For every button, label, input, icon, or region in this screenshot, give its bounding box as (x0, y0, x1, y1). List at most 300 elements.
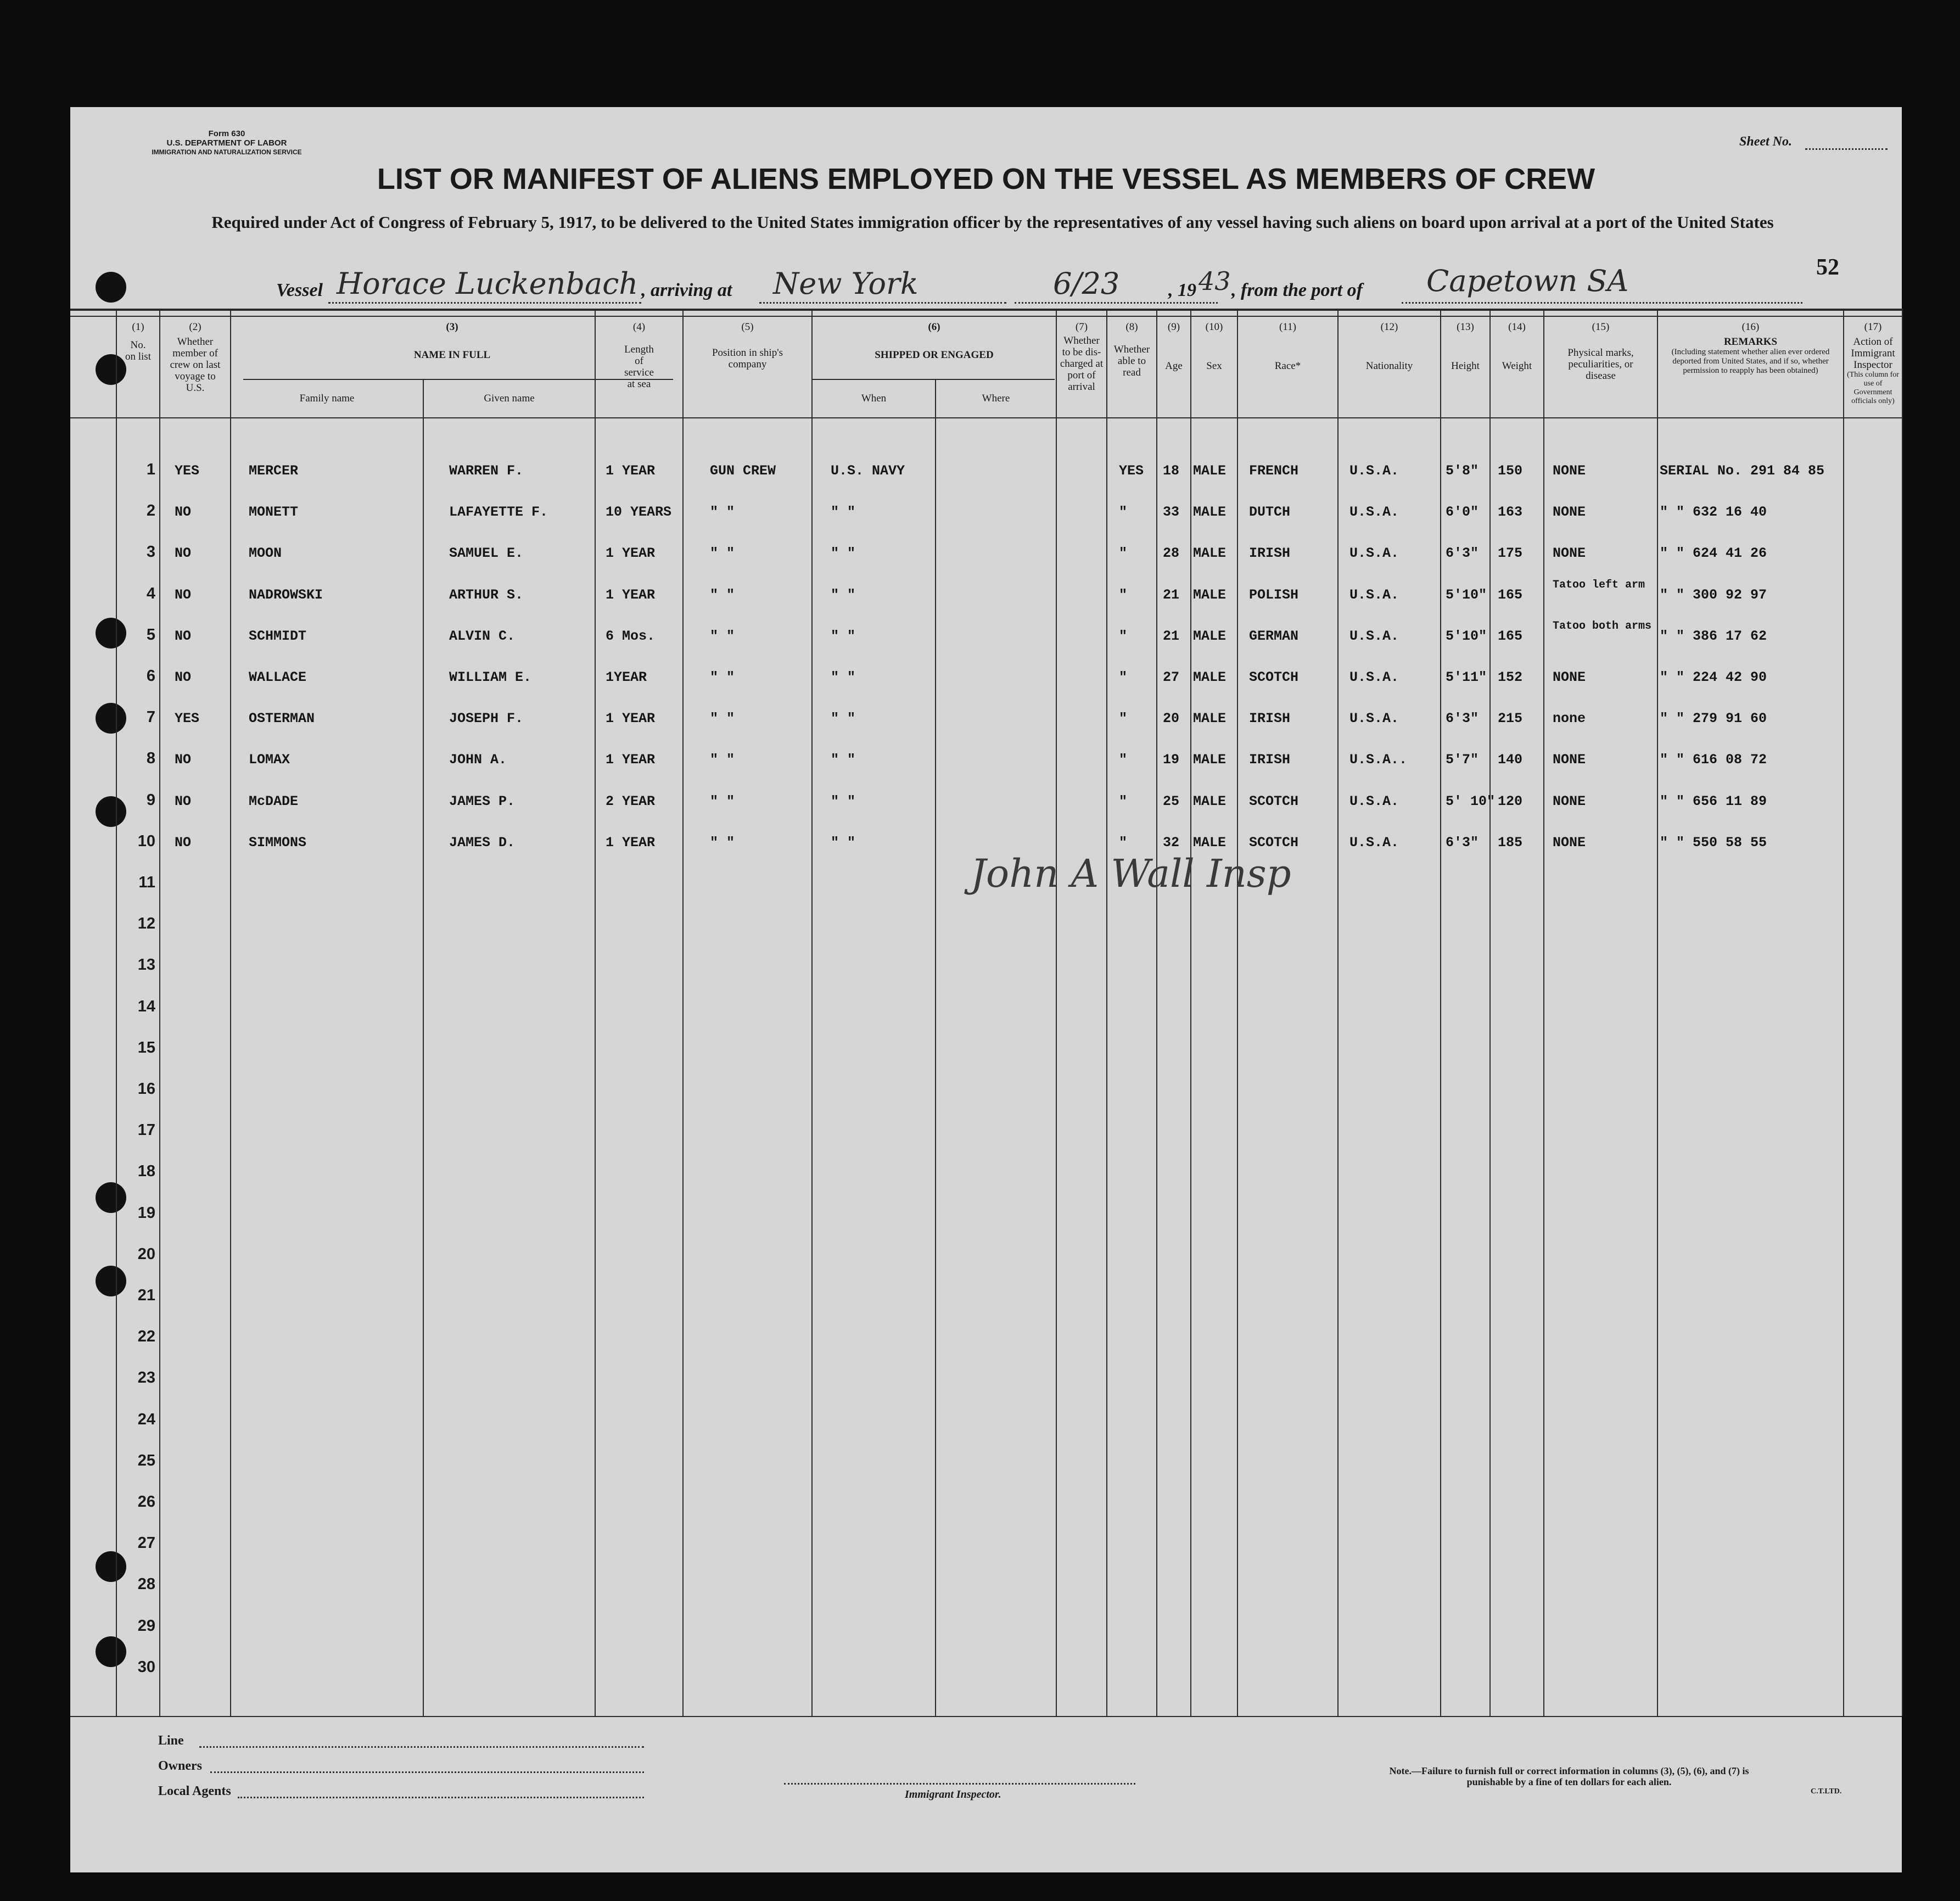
remarks-cell: " " 550 58 55 (1660, 835, 1767, 851)
col-label: No. on list (125, 339, 151, 362)
sex-cell: MALE (1193, 793, 1227, 809)
physical-marks-cell: NONE (1553, 752, 1586, 768)
col-rule (682, 309, 684, 1716)
shipped-where-cell: " " (831, 628, 856, 644)
page-number: 52 (1816, 255, 1839, 280)
given-name-cell: ALVIN C. (449, 628, 516, 644)
last-voyage-cell: NO (175, 628, 192, 644)
row-number: 10 (137, 832, 155, 850)
col-header-3a: Family name (299, 393, 355, 404)
service-length-cell: 1 YEAR (606, 835, 656, 851)
nationality-cell: U.S.A. (1349, 545, 1399, 561)
position-cell: GUN CREW (710, 463, 776, 479)
col-header-6a: When (861, 393, 887, 404)
height-cell: 5'10" (1446, 587, 1487, 603)
col-number: (9) (1167, 321, 1180, 333)
col-label: Whether able to read (1113, 344, 1150, 378)
col-label: SHIPPED OR ENGAGED (875, 349, 994, 361)
shipped-where-cell: " " (831, 504, 856, 520)
punch-hole (96, 1636, 126, 1667)
race-cell: GERMAN (1249, 628, 1299, 644)
given-name-cell: SAMUEL E. (449, 545, 524, 561)
arrival-date: 6/23 (1053, 266, 1120, 301)
given-name-cell: WILLIAM E. (449, 669, 532, 685)
last-voyage-cell: NO (175, 752, 192, 768)
table-top-border-inner (70, 316, 1902, 317)
able-to-read-cell: " (1119, 545, 1128, 561)
year-prefix: , 19 (1168, 280, 1196, 300)
page-subtitle: Required under Act of Congress of February 5, 1917, to be delivered to the United States immigration officer by the representatives of any vessel having such aliens on board upon arrival at a port of the United States (211, 213, 1774, 232)
last-voyage-cell: NO (175, 793, 192, 809)
punch-hole (96, 618, 126, 648)
shipped-where-cell: " " (831, 711, 856, 726)
height-cell: 5'7" (1446, 752, 1479, 768)
table-top-border (70, 309, 1902, 311)
physical-marks-cell: Tatoo left arm (1553, 579, 1645, 591)
col-label: Height (1451, 360, 1480, 372)
col-rule (1237, 309, 1238, 1716)
row-number: 23 (137, 1369, 155, 1386)
position-cell: " " (710, 545, 735, 561)
col-number: (2) (189, 321, 201, 333)
inspector-field (784, 1783, 1135, 1785)
col-number: (10) (1205, 321, 1223, 333)
service-length-cell: 1YEAR (606, 669, 647, 685)
age-cell: 25 (1163, 793, 1180, 809)
family-name-cell: SIMMONS (249, 835, 307, 851)
sex-cell: MALE (1193, 835, 1227, 851)
punch-hole (96, 1551, 126, 1582)
height-cell: 6'0" (1446, 504, 1479, 520)
weight-cell: 215 (1498, 711, 1523, 726)
row-number: 19 (137, 1204, 155, 1222)
service-length-cell: 1 YEAR (606, 752, 656, 768)
position-cell: " " (710, 587, 735, 603)
shipped-where-cell: " " (831, 793, 856, 809)
position-cell: " " (710, 711, 735, 726)
family-name-cell: OSTERMAN (249, 711, 315, 726)
row-number: 3 (146, 543, 155, 561)
col-number: (13) (1457, 321, 1474, 333)
shipped-where-cell: " " (831, 669, 856, 685)
col-rule (1489, 309, 1491, 1716)
vessel-name-line (328, 302, 641, 304)
service-length-cell: 6 Mos. (606, 628, 656, 644)
arrival-year: 43 (1199, 266, 1231, 296)
row-number: 18 (137, 1162, 155, 1180)
position-cell: " " (710, 504, 735, 520)
race-cell: DUTCH (1249, 504, 1291, 520)
nationality-cell: U.S.A. (1349, 835, 1399, 851)
race-cell: IRISH (1249, 545, 1291, 561)
given-name-cell: JAMES D. (449, 835, 516, 851)
physical-marks-cell: Tatoo both arms (1553, 620, 1652, 633)
row-number: 12 (137, 915, 155, 932)
col-label: Position in ship's company (712, 347, 783, 370)
col-number: (3) (446, 321, 458, 333)
header-bottom-border (70, 417, 1902, 418)
arrival-date-line (1015, 302, 1218, 304)
col-rule (1056, 309, 1057, 1716)
sex-cell: MALE (1193, 628, 1227, 644)
position-cell: " " (710, 628, 735, 644)
age-cell: 20 (1163, 711, 1180, 726)
physical-marks-cell: NONE (1553, 463, 1586, 479)
from-port: Capetown SA (1426, 264, 1629, 298)
punch-hole (96, 272, 126, 303)
col-label: Nationality (1365, 360, 1413, 372)
form-number: Form 630 (208, 129, 245, 138)
weight-cell: 150 (1498, 463, 1523, 479)
shipped-header-divider (811, 379, 1055, 380)
manifest-sheet (70, 107, 1902, 1872)
col-number: (11) (1279, 321, 1296, 333)
row-number: 30 (137, 1658, 155, 1676)
col-rule (1156, 309, 1157, 1716)
position-cell: " " (710, 669, 735, 685)
form-identifier (136, 129, 317, 157)
given-name-cell: JOSEPH F. (449, 711, 524, 726)
col-header-6b: Where (982, 393, 1010, 404)
able-to-read-cell: " (1119, 752, 1128, 768)
col-label: REMARKS (1723, 336, 1778, 348)
department-name: U.S. DEPARTMENT OF LABOR (166, 138, 287, 148)
row-number: 6 (146, 667, 155, 685)
weight-cell: 185 (1498, 835, 1523, 851)
col-label: Age (1165, 360, 1183, 372)
row-number: 4 (146, 585, 155, 602)
nationality-cell: U.S.A. (1349, 711, 1399, 726)
local-agents-label: Local Agents (158, 1784, 231, 1798)
col-label: NAME IN FULL (413, 349, 491, 361)
arriving-port-line (759, 302, 1006, 304)
col-number: (14) (1508, 321, 1526, 333)
col-number: (4) (632, 321, 646, 333)
col-rule (423, 380, 424, 1716)
col-label: Length of service at sea (624, 344, 654, 390)
able-to-read-cell: " (1119, 835, 1128, 851)
col-header-2 (160, 321, 230, 394)
line-label: Line (158, 1734, 184, 1748)
able-to-read-cell: " (1119, 793, 1128, 809)
given-name-cell: JAMES P. (449, 793, 516, 809)
given-name-cell: ARTHUR S. (449, 587, 524, 603)
service-name: IMMIGRATION AND NATURALIZATION SERVICE (152, 148, 302, 156)
sex-cell: MALE (1193, 504, 1227, 520)
remarks-cell: " " 624 41 26 (1660, 545, 1767, 561)
row-number: 16 (137, 1080, 155, 1098)
height-cell: 6'3" (1446, 835, 1479, 851)
race-cell: IRISH (1249, 711, 1291, 726)
able-to-read-cell: " (1119, 628, 1128, 644)
col-header-10 (1191, 321, 1237, 372)
sex-cell: MALE (1193, 669, 1227, 685)
row-number: 29 (137, 1617, 155, 1635)
row-number: 20 (137, 1245, 155, 1263)
col-rule (811, 309, 813, 1716)
penalty-note: Note.—Failure to furnish full or correct information in columns (3), (5), (6), and (7) is punishable by a fine of ten dollars for each alien. (1389, 1765, 1749, 1787)
family-name-cell: SCHMIDT (249, 628, 307, 644)
position-cell: " " (710, 835, 735, 851)
race-cell: SCOTCH (1249, 835, 1299, 851)
family-name-cell: McDADE (249, 793, 299, 809)
punch-hole (96, 1266, 126, 1296)
row-number: 2 (146, 502, 155, 519)
owners-label: Owners (158, 1759, 202, 1773)
col-header-17 (1844, 321, 1902, 406)
col-header-12 (1339, 321, 1440, 372)
weight-cell: 165 (1498, 628, 1523, 644)
punch-hole (96, 703, 126, 734)
sex-cell: MALE (1193, 711, 1227, 726)
shipped-where-cell: " " (831, 545, 856, 561)
line-field (199, 1746, 644, 1748)
weight-cell: 175 (1498, 545, 1523, 561)
row-number: 14 (137, 998, 155, 1015)
printer-mark: C.T.LTD. (1811, 1787, 1842, 1796)
remarks-cell: SERIAL No. 291 84 85 (1660, 463, 1825, 479)
nationality-cell: U.S.A.. (1349, 752, 1408, 768)
family-name-cell: MOON (249, 545, 282, 561)
family-name-cell: NADROWSKI (249, 587, 323, 603)
col-header-11 (1238, 321, 1337, 372)
local-agents-field (238, 1797, 644, 1798)
col-number: (15) (1592, 321, 1610, 333)
physical-marks-cell: none (1553, 711, 1586, 726)
given-name-cell: JOHN A. (449, 752, 507, 768)
last-voyage-cell: YES (175, 711, 200, 726)
nationality-cell: U.S.A. (1349, 463, 1399, 479)
shipped-where-cell: " " (831, 835, 856, 851)
col-header-4 (596, 321, 682, 390)
service-length-cell: 10 YEARS (606, 504, 672, 520)
physical-marks-cell: NONE (1553, 793, 1586, 809)
row-number: 24 (137, 1411, 155, 1428)
last-voyage-cell: NO (175, 504, 192, 520)
shipped-where-cell: " " (831, 587, 856, 603)
nationality-cell: U.S.A. (1349, 793, 1399, 809)
age-cell: 32 (1163, 835, 1180, 851)
height-cell: 6'3" (1446, 711, 1479, 726)
sex-cell: MALE (1193, 545, 1227, 561)
col-rule (1440, 309, 1441, 1716)
height-cell: 5'11" (1446, 669, 1487, 685)
position-cell: " " (710, 752, 735, 768)
col-label: Whether to be dis-charged at port of arrival (1060, 335, 1104, 393)
col-header-7 (1057, 321, 1106, 393)
race-cell: FRENCH (1249, 463, 1299, 479)
weight-cell: 165 (1498, 587, 1523, 603)
race-cell: SCOTCH (1249, 669, 1299, 685)
col-rule (1190, 309, 1191, 1716)
family-name-cell: MERCER (249, 463, 299, 479)
age-cell: 21 (1163, 587, 1180, 603)
nationality-cell: U.S.A. (1349, 628, 1399, 644)
col-header-15 (1544, 321, 1657, 382)
vessel-name: Horace Luckenbach (337, 266, 639, 301)
race-cell: POLISH (1249, 587, 1299, 603)
height-cell: 5' 10" (1446, 793, 1496, 809)
position-cell: " " (710, 793, 735, 809)
physical-marks-cell: NONE (1553, 669, 1586, 685)
service-length-cell: 1 YEAR (606, 711, 656, 726)
from-port-line (1402, 302, 1802, 304)
table-bottom-border (70, 1716, 1902, 1717)
col-number: (6) (928, 321, 940, 333)
sex-cell: MALE (1193, 463, 1227, 479)
race-cell: IRISH (1249, 752, 1291, 768)
nationality-cell: U.S.A. (1349, 587, 1399, 603)
able-to-read-cell: " (1119, 504, 1128, 520)
sex-cell: MALE (1193, 752, 1227, 768)
col-rule (935, 380, 936, 1716)
shipped-where-cell: U.S. NAVY (831, 463, 905, 479)
col-header-9 (1157, 321, 1190, 372)
able-to-read-cell: " (1119, 587, 1128, 603)
row-number: 9 (146, 791, 155, 809)
physical-marks-cell: NONE (1553, 545, 1586, 561)
family-name-cell: LOMAX (249, 752, 290, 768)
shipped-where-cell: " " (831, 752, 856, 768)
col-rule (1543, 309, 1544, 1716)
race-cell: SCOTCH (1249, 793, 1299, 809)
col-rule (1337, 309, 1339, 1716)
row-number: 25 (137, 1452, 155, 1469)
col-number: (17) (1864, 321, 1882, 333)
arriving-port: New York (773, 266, 919, 301)
age-cell: 33 (1163, 504, 1180, 520)
sheet-number-label: Sheet No. (1739, 135, 1792, 149)
from-port-label: , from the port of (1231, 280, 1363, 300)
nationality-cell: U.S.A. (1349, 504, 1399, 520)
row-number: 26 (137, 1493, 155, 1511)
age-cell: 28 (1163, 545, 1180, 561)
last-voyage-cell: NO (175, 587, 192, 603)
col-note: (This column for use of Government officials only) (1847, 371, 1899, 405)
last-voyage-cell: NO (175, 669, 192, 685)
row-number: 21 (137, 1287, 155, 1304)
row-number: 13 (137, 956, 155, 974)
remarks-cell: " " 300 92 97 (1660, 587, 1767, 603)
age-cell: 18 (1163, 463, 1180, 479)
height-cell: 5'8" (1446, 463, 1479, 479)
sheet-number-line (1805, 148, 1888, 150)
punch-hole (96, 796, 126, 827)
row-number: 22 (137, 1328, 155, 1345)
col-rule (1843, 309, 1844, 1716)
col-number: (16) (1741, 321, 1760, 333)
col-rule (116, 309, 117, 1716)
remarks-cell: " " 224 42 90 (1660, 669, 1767, 685)
sex-cell: MALE (1193, 587, 1227, 603)
service-length-cell: 1 YEAR (606, 545, 656, 561)
row-number: 27 (137, 1534, 155, 1552)
row-number: 5 (146, 626, 155, 644)
col-number: (7) (1075, 321, 1088, 333)
family-name-cell: WALLACE (249, 669, 307, 685)
physical-marks-cell: NONE (1553, 504, 1586, 520)
age-cell: 27 (1163, 669, 1180, 685)
service-length-cell: 2 YEAR (606, 793, 656, 809)
page-title: LIST OR MANIFEST OF ALIENS EMPLOYED ON THE VESSEL AS MEMBERS OF CREW (377, 163, 1595, 195)
last-voyage-cell: NO (175, 835, 192, 851)
inspector-label: Immigrant Inspector. (905, 1788, 1001, 1801)
family-name-cell: MONETT (249, 504, 299, 520)
given-name-cell: LAFAYETTE F. (449, 504, 548, 520)
remarks-cell: " " 632 16 40 (1660, 504, 1767, 520)
owners-field (210, 1771, 644, 1773)
arriving-label: , arriving at (641, 280, 732, 300)
remarks-cell: " " 616 08 72 (1660, 752, 1767, 768)
service-length-cell: 1 YEAR (606, 463, 656, 479)
col-header-13 (1441, 321, 1489, 372)
row-number: 17 (137, 1121, 155, 1139)
col-header-6 (813, 321, 1056, 361)
able-to-read-cell: " (1119, 711, 1128, 726)
able-to-read-cell: " (1119, 669, 1128, 685)
punch-hole (96, 1182, 126, 1213)
col-number: (5) (741, 321, 754, 333)
physical-marks-cell: NONE (1553, 835, 1586, 851)
col-header-16 (1658, 321, 1843, 376)
col-header-5 (684, 321, 811, 370)
col-label: Action of Immigrant Inspector (1851, 336, 1895, 371)
col-number: (12) (1380, 321, 1398, 333)
col-label: Weight (1502, 360, 1532, 372)
col-header-14 (1491, 321, 1543, 372)
col-header-1 (117, 321, 159, 362)
col-rule (230, 309, 231, 1716)
weight-cell: 152 (1498, 669, 1523, 685)
col-label: Whether member of crew on last voyage to U.S. (170, 336, 221, 394)
last-voyage-cell: YES (175, 463, 200, 479)
inspector-signature: John A Wall Insp (971, 851, 1291, 896)
col-label: Race* (1274, 360, 1301, 372)
col-note: (Including statement whether alien ever ordered deported from United States, and if so, whether permission to reapply has been obtained) (1671, 348, 1830, 375)
col-rule (1106, 309, 1107, 1716)
col-rule (595, 309, 596, 1716)
height-cell: 5'10" (1446, 628, 1487, 644)
col-header-3b: Given name (484, 393, 535, 404)
able-to-read-cell: YES (1119, 463, 1144, 479)
row-number: 8 (146, 750, 155, 767)
col-label: Sex (1206, 360, 1222, 372)
height-cell: 6'3" (1446, 545, 1479, 561)
remarks-cell: " " 656 11 89 (1660, 793, 1767, 809)
weight-cell: 120 (1498, 793, 1523, 809)
col-rule (1902, 309, 1903, 1716)
nationality-cell: U.S.A. (1349, 669, 1399, 685)
remarks-cell: " " 386 17 62 (1660, 628, 1767, 644)
row-number: 28 (137, 1575, 155, 1593)
remarks-cell: " " 279 91 60 (1660, 711, 1767, 726)
col-number: (8) (1125, 321, 1138, 333)
weight-cell: 140 (1498, 752, 1523, 768)
col-rule (1657, 309, 1658, 1716)
row-number: 11 (138, 874, 155, 891)
given-name-cell: WARREN F. (449, 463, 524, 479)
col-label: Physical marks, peculiarities, or disease (1567, 347, 1634, 382)
vessel-label: Vessel (276, 280, 323, 300)
col-header-8 (1107, 321, 1156, 378)
service-length-cell: 1 YEAR (606, 587, 656, 603)
col-rule (159, 309, 160, 1716)
weight-cell: 163 (1498, 504, 1523, 520)
row-number: 1 (146, 461, 155, 478)
last-voyage-cell: NO (175, 545, 192, 561)
row-number: 15 (137, 1039, 155, 1056)
row-number: 7 (146, 708, 155, 726)
